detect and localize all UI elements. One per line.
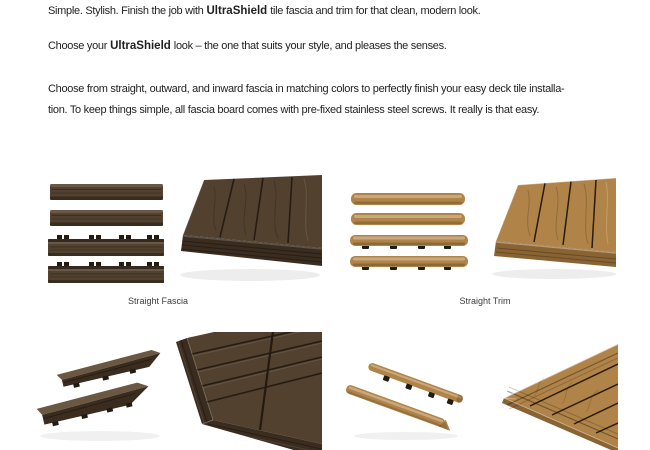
- intro-line-2-pre: Choose your: [48, 40, 108, 52]
- outward-fascia-pieces-graphic: [30, 348, 170, 443]
- straight-fascia-boards-graphic: [45, 183, 167, 287]
- intro-line-2-post: look – the one that suits your style, and pleases the senses.: [173, 40, 447, 52]
- straight-trim-tile-graphic: [488, 178, 616, 292]
- intro-line-1-pre: Simple. Stylish. Finish the job with: [48, 5, 204, 17]
- straight-trim-boards-image: [350, 193, 470, 281]
- intro-line-1: [48, 4, 628, 18]
- outward-fascia-pieces-image: [30, 348, 170, 443]
- caption-straight-fascia: Straight Fascia: [127, 296, 189, 306]
- straight-trim-boards-graphic: [350, 193, 470, 281]
- outward-trim-pieces-graphic: [346, 348, 466, 443]
- brand-name-2: UltraShield: [110, 40, 171, 52]
- outward-trim-tile-corner-graphic: [478, 336, 618, 450]
- intro-line-1-post: tile fascia and trim for that clean, modern look.: [270, 5, 481, 17]
- intro-paragraph-3-line-1: Choose from straight, outward, and inward fascia in matching colors to perfectly finish your easy deck tile installa-: [48, 83, 565, 95]
- intro-copy: [48, 4, 628, 121]
- straight-fascia-tile-graphic: [170, 175, 322, 293]
- caption-straight-trim: Straight Trim: [459, 296, 511, 306]
- intro-line-2: [48, 39, 628, 53]
- straight-fascia-boards-image: [45, 183, 167, 287]
- intro-paragraph-3-line-2: tion. To keep things simple, all fascia board comes with pre-fixed stainless steel screws. It really is that easy.: [48, 104, 540, 116]
- outward-fascia-tile-corner-image: [170, 332, 322, 450]
- outward-fascia-tile-corner-graphic: [170, 332, 322, 450]
- straight-fascia-tile-image: [170, 175, 322, 293]
- outward-trim-tile-corner-image: [478, 336, 618, 450]
- outward-trim-pieces-image: [346, 348, 466, 443]
- straight-trim-tile-image: [488, 178, 616, 292]
- brand-name: UltraShield: [206, 5, 268, 17]
